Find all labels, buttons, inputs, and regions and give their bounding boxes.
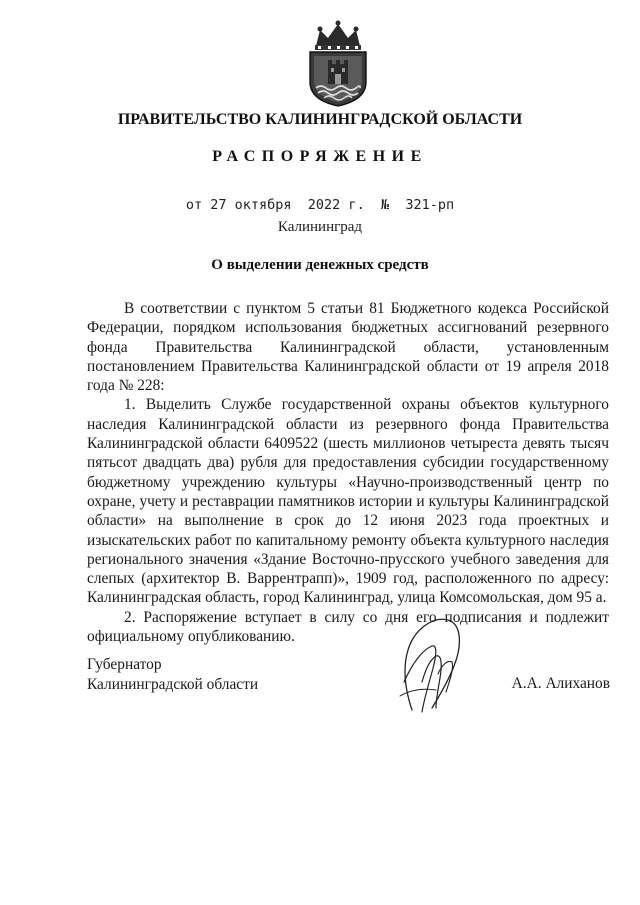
signer-position-line-2: Калининградской области (87, 676, 259, 693)
document-type: РАСПОРЯЖЕНИЕ (212, 148, 428, 165)
document-subject: О выделении денежных средств (211, 257, 429, 273)
signer-position-line-1: Губернатор (87, 656, 162, 673)
date-year-suffix: г. (348, 197, 365, 213)
government-title: ПРАВИТЕЛЬСТВО КАЛИНИНГРАДСКОЙ ОБЛАСТИ (117, 111, 523, 128)
document-number: 321-рп (405, 197, 455, 213)
document-date-number (0, 197, 640, 213)
date-year: 2022 (307, 197, 341, 213)
number-sign: № (380, 197, 390, 213)
date-day: 27 (210, 197, 227, 213)
document-body (87, 299, 609, 646)
item-1-paragraph: 1. Выделить Службе государственной охраны объектов культурного наследия Калининградской области из резервного фонда Правительства Калининградской области 6409522 (шесть миллионов четыреста девять тысяч пятьсот двадцать два) рубля для предоставления субсидии государственному бюджетному учреждению культуры «Научно-производственный центр по охране, учету и реставрации памятников истории и культуры Калининградской области» на выполнение в срок до 12 июня 2023 года проектных и изыскательских работ по капитальному ремонту объекта культурного наследия регионального значения «Здание Восточно-прусского учебного заведения для слепых (архитектор В. Варрентрапп)», 1909 год, расположенного по адресу: Калининградская область, город Калининград, улица Комсомольская, дом 95 а. (87, 396, 609, 607)
signer-name: А.А. Алиханов (511, 675, 610, 692)
date-prefix: от (185, 197, 203, 213)
handwritten-signature-icon (392, 612, 466, 718)
preamble-paragraph: В соответствии с пунктом 5 статьи 81 Бюджетного кодекса Российской Федерации, порядком использования бюджетных ассигнований резервного фонда Правительства Калининградской области, установленным постановлением Правительства Калининградской области от 19 апреля 2018 года № 228: (87, 300, 609, 395)
signer-position (87, 655, 258, 695)
kaliningrad-coat-of-arms-icon (302, 20, 374, 108)
item-2-paragraph: 2. Распоряжение вступает в силу со дня его подписания и подлежит официальному опубликованию. (87, 608, 609, 646)
date-month: октября (234, 197, 292, 213)
document-city: Калининград (277, 219, 363, 235)
